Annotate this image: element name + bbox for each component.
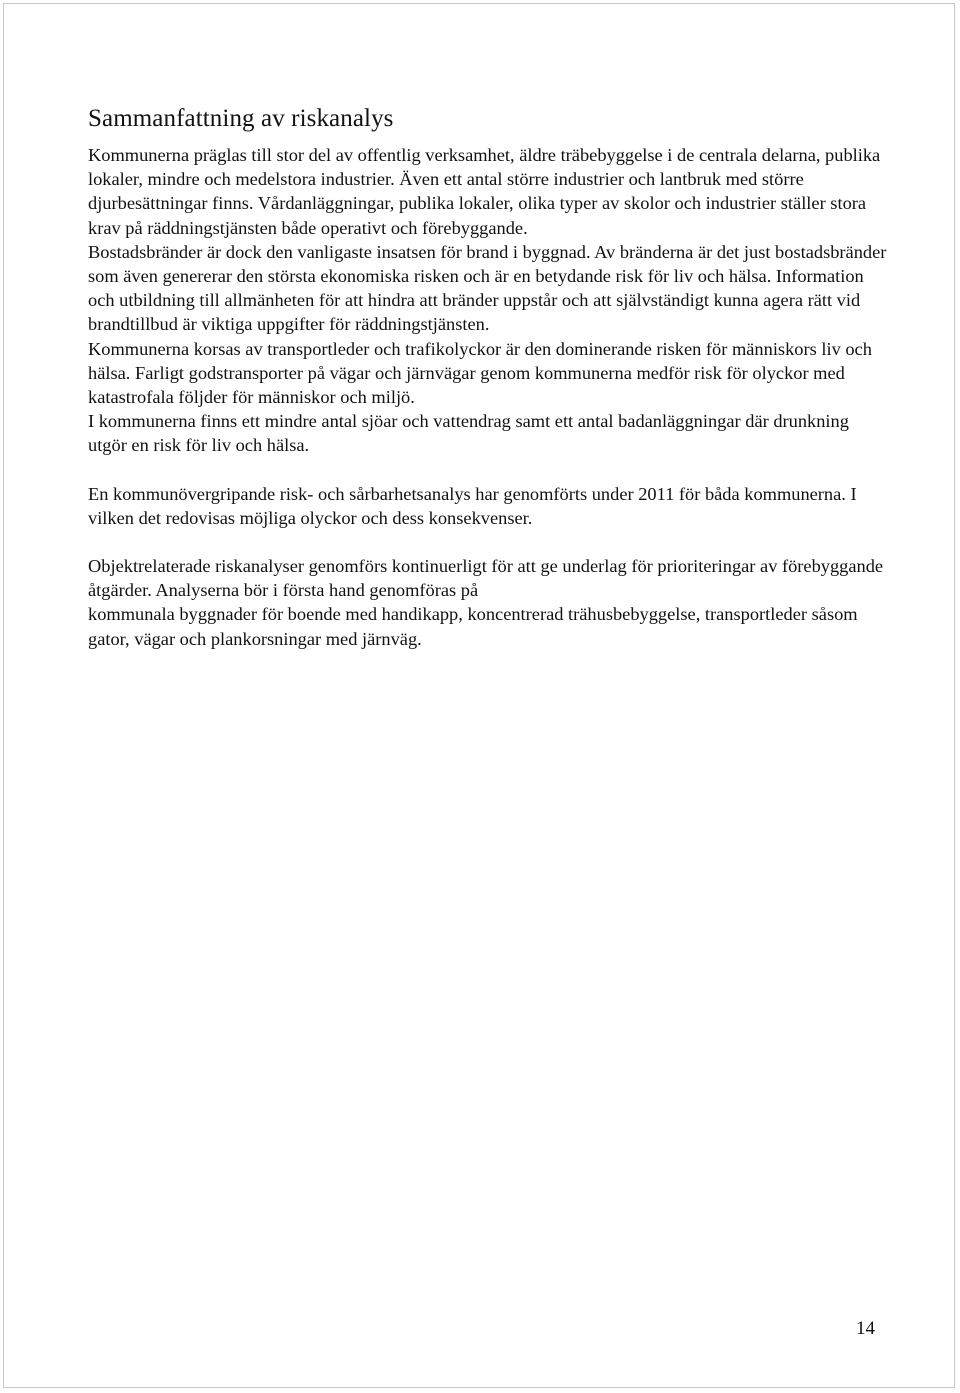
- page-number: 14: [856, 1318, 875, 1339]
- paragraph-object-analyses: Objektrelaterade riskanalyser genomförs kontinuerligt för att ge underlag för prioriteringar av förebyggande åtgärder. Analyserna bör i första hand genomföras på: [88, 556, 884, 601]
- paragraph-residential-fires: Bostadsbränder är dock den vanligaste insatsen för brand i byggnad. Av bränderna är det just bostadsbränder som även genererar den största ekonomiska risken och är en betydande risk för liv och hälsa. Information och utbildning till allmänheten för att hindra att bränder uppstår och att självständigt kunna agera rätt vid brandtillbud är viktiga uppgifter för räddningstjänsten.: [88, 241, 887, 335]
- document-content: [88, 102, 888, 651]
- paragraph-municipality-overview: Kommunerna präglas till stor del av offentlig verksamhet, äldre träbebyggelse i de centrala delarna, publika lokaler, mindre och medelstora industrier. Även ett antal större industrier och lantbruk med större djurbesättningar finns. Vårdanläggningar, publika lokaler, olika typer av skolor och industrier ställer stora krav på räddningstjänsten både operativt och förebyggande.: [88, 145, 881, 238]
- page-title: Sammanfattning av riskanalys: [88, 105, 394, 132]
- paragraph-spacer: [88, 458, 888, 482]
- paragraph-risk-analysis-2011: En kommunövergripande risk- och sårbarhetsanalys har genomförts under 2011 för båda kommunerna. I vilken det redovisas möjliga olyckor och dess konsekvenser.: [88, 483, 857, 528]
- document-page: [3, 3, 955, 1388]
- paragraph-transport-risk: Kommunerna korsas av transportleder och trafikolyckor är den dominerande risken för människors liv och hälsa. Farligt godstransporter på vägar och järnvägar genom kommunerna medför risk för olyckor med katastrofala följder för människor och miljö.: [88, 338, 872, 408]
- paragraph-object-analyses-targets: kommunala byggnader för boende med handikapp, koncentrerad trähusbebyggelse, transportleder såsom gator, vägar och plankorsningar med järnväg.: [88, 604, 858, 649]
- paragraph-drowning-risk: I kommunerna finns ett mindre antal sjöar och vattendrag samt ett antal badanläggningar där drunkning utgör en risk för liv och hälsa.: [88, 411, 849, 456]
- paragraph-spacer: [88, 530, 888, 554]
